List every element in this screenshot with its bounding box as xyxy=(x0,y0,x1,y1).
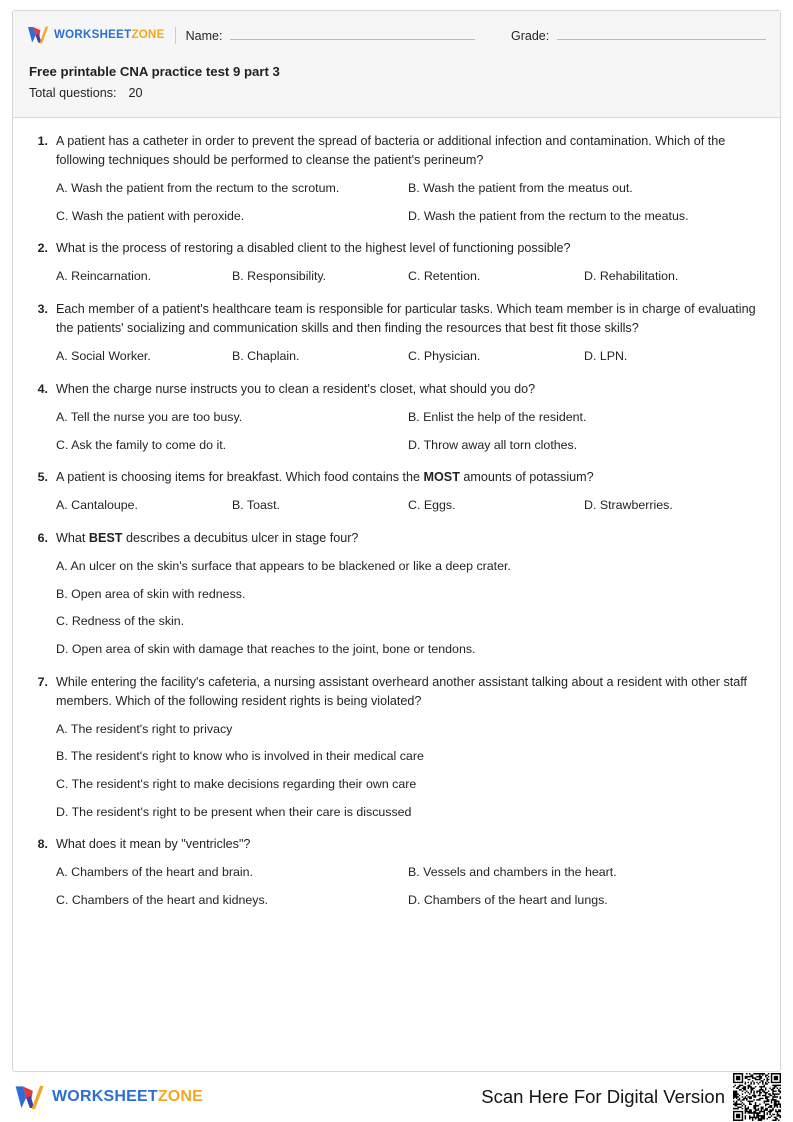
option-choice[interactable]: C. Ask the family to come do it. xyxy=(56,437,227,452)
option-choice[interactable]: D. Open area of skin with damage that reaches to the joint, bone or tendons. xyxy=(56,641,476,656)
question-text: What BEST describes a decubitus ulcer in stage four? xyxy=(56,530,359,545)
question-item xyxy=(33,380,760,454)
question-head xyxy=(33,239,760,258)
question-number: 6. xyxy=(37,530,48,545)
total-questions-label: Total questions: xyxy=(29,85,117,100)
option-choice[interactable]: A. Tell the nurse you are too busy. xyxy=(56,409,243,424)
option-choice[interactable]: D. Wash the patient from the rectum to the meatus. xyxy=(408,208,689,223)
grade-field-label: Grade: xyxy=(511,29,550,43)
worksheet-title: Free printable CNA practice test 9 part 3 xyxy=(29,64,280,79)
options-group xyxy=(33,557,760,658)
option-choice[interactable]: D. LPN. xyxy=(584,349,628,364)
name-field-line[interactable] xyxy=(230,27,475,40)
questions-list xyxy=(13,118,780,1071)
grade-field[interactable] xyxy=(511,27,766,43)
options-group xyxy=(33,496,760,515)
question-emphasis: MOST xyxy=(423,470,460,485)
question-number: 1. xyxy=(37,133,48,148)
scan-instruction-text: Scan Here For Digital Version xyxy=(481,1086,725,1107)
question-head xyxy=(33,468,760,487)
question-text: While entering the facility's cafeteria, a nursing assistant overheard another assistant talking about a resident with other staff members. Which of the following resident rights is being violated? xyxy=(56,674,748,708)
options-group xyxy=(33,863,760,909)
option-choice[interactable]: C. Physician. xyxy=(408,349,481,364)
option-choice[interactable]: A. Wash the patient from the rectum to the scrotum. xyxy=(56,180,340,195)
options-group xyxy=(33,720,760,821)
option-choice[interactable]: D. Rehabilitation. xyxy=(584,269,679,284)
question-text: What does it mean by "ventricles"? xyxy=(56,837,251,852)
option-choice[interactable]: B. Responsibility. xyxy=(232,269,327,284)
header-divider xyxy=(175,27,176,44)
footer-logo-text xyxy=(52,1088,203,1106)
header-logo xyxy=(27,26,165,44)
question-emphasis: BEST xyxy=(88,530,123,545)
question-item xyxy=(33,300,760,366)
question-head xyxy=(33,300,760,338)
option-choice[interactable]: B. Wash the patient from the meatus out. xyxy=(408,180,633,195)
option-choice[interactable]: D. Throw away all torn clothes. xyxy=(408,437,578,452)
question-text: When the charge nurse instructs you to clean a resident's closet, what should you do? xyxy=(56,381,536,396)
question-number: 5. xyxy=(37,470,48,485)
options-group xyxy=(33,267,760,286)
option-choice[interactable]: D. The resident's right to be present when their care is discussed xyxy=(56,804,412,819)
header-logo-text xyxy=(54,29,165,41)
option-choice[interactable]: B. Chaplain. xyxy=(232,349,300,364)
logo-word-zone: ZONE xyxy=(131,29,165,41)
worksheet-zone-w-mark-icon xyxy=(14,1085,45,1110)
question-text: Each member of a patient's healthcare team is responsible for particular tasks. Which team member is in charge of evaluating the patients' socializing and communication skills and then finding the resources that best fit those skills? xyxy=(56,301,756,336)
options-group xyxy=(33,179,760,225)
option-choice[interactable]: C. Wash the patient with peroxide. xyxy=(56,208,245,223)
header-top-row xyxy=(27,23,766,47)
option-choice[interactable]: B. The resident's right to know who is involved in their medical care xyxy=(56,749,424,764)
sheet-header xyxy=(13,11,780,118)
option-choice[interactable]: A. Chambers of the heart and brain. xyxy=(56,865,253,880)
total-questions xyxy=(29,84,766,103)
page-footer xyxy=(12,1072,781,1122)
logo-word-worksheet: WORKSHEET xyxy=(52,1088,158,1105)
name-field[interactable] xyxy=(186,27,475,43)
option-choice[interactable]: A. Reincarnation. xyxy=(56,269,152,284)
total-questions-value: 20 xyxy=(128,85,143,100)
option-choice[interactable]: C. Retention. xyxy=(408,269,481,284)
name-field-label: Name: xyxy=(185,29,223,43)
question-item xyxy=(33,132,760,226)
question-text: A patient is choosing items for breakfast. Which food contains the MOST amounts of potassium? xyxy=(56,470,594,485)
option-choice[interactable]: A. Cantaloupe. xyxy=(56,498,138,513)
option-choice[interactable]: B. Enlist the help of the resident. xyxy=(408,409,587,424)
question-item xyxy=(33,239,760,286)
question-head xyxy=(33,132,760,170)
option-choice[interactable]: B. Vessels and chambers in the heart. xyxy=(408,865,617,880)
options-group xyxy=(33,347,760,366)
question-number: 8. xyxy=(37,837,48,852)
question-number: 3. xyxy=(37,301,48,316)
option-choice[interactable]: D. Chambers of the heart and lungs. xyxy=(408,893,608,907)
question-head xyxy=(33,673,760,711)
qr-code-icon[interactable] xyxy=(733,1073,781,1121)
question-item xyxy=(33,835,760,909)
question-item xyxy=(33,529,760,659)
option-choice[interactable]: C. Eggs. xyxy=(408,498,456,513)
question-item xyxy=(33,468,760,515)
question-text: A patient has a catheter in order to prevent the spread of bacteria or additional infection and contamination. Which of the following techniques should be performed to cleanse the patient's perineum? xyxy=(56,133,726,167)
logo-word-zone: ZONE xyxy=(157,1088,204,1105)
option-choice[interactable]: C. The resident's right to make decisions regarding their own care xyxy=(56,777,417,792)
question-head xyxy=(33,835,760,854)
question-head xyxy=(33,529,760,548)
logo-word-worksheet: WORKSHEET xyxy=(54,29,132,41)
option-choice[interactable]: B. Toast. xyxy=(232,498,280,513)
header-meta xyxy=(27,63,766,103)
worksheet-sheet xyxy=(12,10,781,1072)
option-choice[interactable]: A. An ulcer on the skin's surface that appears to be blackened or like a deep crater. xyxy=(56,559,511,574)
question-number: 4. xyxy=(37,381,48,396)
question-item xyxy=(33,673,760,822)
question-text: What is the process of restoring a disabled client to the highest level of functioning possible? xyxy=(56,241,571,256)
option-choice[interactable]: D. Strawberries. xyxy=(584,498,673,513)
option-choice[interactable]: C. Redness of the skin. xyxy=(56,614,185,629)
grade-field-line[interactable] xyxy=(557,27,766,40)
option-choice[interactable]: B. Open area of skin with redness. xyxy=(56,586,246,601)
question-number: 2. xyxy=(37,241,48,256)
option-choice[interactable]: C. Chambers of the heart and kidneys. xyxy=(56,893,269,907)
worksheet-zone-w-mark-icon xyxy=(27,26,49,44)
option-choice[interactable]: A. Social Worker. xyxy=(56,349,151,364)
question-head xyxy=(33,380,760,399)
question-number: 7. xyxy=(37,674,48,689)
footer-logo xyxy=(14,1085,203,1110)
footer-scan-area xyxy=(481,1073,781,1121)
option-choice[interactable]: A. The resident's right to privacy xyxy=(56,721,233,736)
options-group xyxy=(33,408,760,454)
